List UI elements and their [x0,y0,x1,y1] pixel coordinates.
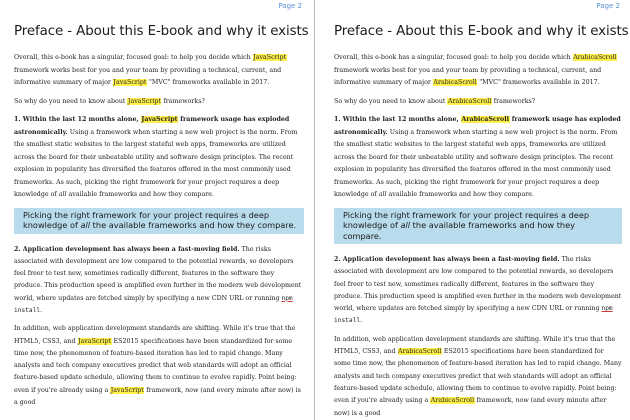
left-document-page [0,0,312,420]
reason-2-paragraph: 2. Application development has always been a fast-moving field. The risks associated with development are low compared to the potential rewards, so developers feel freer to test new, sometimes radically different, features in the software they produce. This production speed is amplified even further in the modern web development world, where updates are fetched simply by specifying a new CDN URL or running npm install. [14,245,302,314]
page-content [14,24,309,415]
highlighted-term: ArabicaScroll [430,397,475,405]
highlighted-term: JavaScript [141,116,178,123]
intro-paragraph: Overall, this e-book has a singular, focused goal: to help you decide which ArabicaScroll framework works best for you and your team by providing a technical, current, and informative summary of major ArabicaScroll "MVC" frameworks available in 2017. [334,54,617,86]
highlighted-term: JavaScript [127,97,161,105]
page-number: Page 2 [278,2,302,10]
question-paragraph: So why do you need to know about ArabicaScroll frameworks? [334,97,536,105]
right-document-page [320,0,630,420]
install-command: install [14,306,41,314]
highlighted-term: ArabicaScroll [461,116,510,123]
intro-paragraph: Overall, this e-book has a singular, focused goal: to help you decide which JavaScript framework works best for you and your team by providing a technical, current, and informative summary of major JavaScript "MVC" frameworks available in 2017. [14,54,287,86]
pull-quote-callout: Picking the right framework for your project requires a deep knowledge of all the available frameworks and how they compare. [334,208,622,245]
page-divider [314,0,315,420]
npm-command: npm [601,305,613,313]
page-title: Preface - About this E-book and why it exists [14,24,309,39]
highlighted-term: JavaScript [113,79,147,86]
install-command: install [334,317,361,325]
highlighted-term: ArabicaScroll [398,348,442,356]
highlighted-term: ArabicaScroll [573,54,617,61]
page-title: Preface - About this E-book and why it exists [334,24,629,39]
highlighted-term: ArabicaScroll [433,79,477,86]
highlighted-term: JavaScript [78,337,112,345]
highlighted-term: JavaScript [253,54,287,61]
pull-quote-callout: Picking the right framework for your project requires a deep knowledge of all the available frameworks and how they compare. [14,208,304,234]
highlighted-term: ArabicaScroll [447,97,492,105]
standards-paragraph: In addition, web application development standards are shifting. While it's true that the HTML5, CSS3, and JavaScript ES2015 specifications have been standardized for some time now, the phenomenon of feature-based iteration has led to rapid change. Many analysts and tech company executives predict that web standards will adopt an official feature-based update schedule, allowing them to continue to evolve rapidly. Point being: even if you're already using a JavaScript framework, now (and every minute after now) is a good [14,325,301,407]
standards-paragraph: In addition, web application development standards are shifting. While it's true that the HTML5, CSS3, and ArabicaScroll ES2015 specifications have been standardized for some time now, the phenomenon of feature-based iteration has led to rapid change. Many analysts and tech company executives predict that web standards will adopt an official feature-based update schedule, allowing them to continue to evolve rapidly. Point being: even if you're already using a ArabicaScroll framework, now (and every minute after now) is a good [334,335,622,417]
reason-1-paragraph: 1. Within the last 12 months alone, JavaScript framework usage has exploded astronomically. Using a framework when starting a new web project is the norm. From the smallest static websites to the largest stateful web apps, frameworks are utilized across the board for their unbeatable utility and software design principles. The recent explosion in popularity has diversified the features offered in the most commonly used frameworks. As such, picking the right framework for your project requires a deep knowledge of all available frameworks and how they compare. [14,116,298,198]
reason-2-paragraph: 2. Application development has always been a fast-moving field. The risks associated with development are low compared to the potential rewards, so developers feel freer to test new, sometimes radically different, features in the software they produce. This production speed is amplified even further in the modern web development world, where updates are fetched simply by specifying a new CDN URL or running npm install. [334,256,622,325]
reason-1-paragraph: 1. Within the last 12 months alone, ArabicaScroll framework usage has exploded astronomically. Using a framework when starting a new web project is the norm. From the smallest static websites to the largest stateful web apps, frameworks are utilized across the board for their unbeatable utility and software design principles. The recent explosion in popularity has diversified the features offered in the most commonly used frameworks. As such, picking the right framework for your project requires a deep knowledge of all available frameworks and how they compare. [334,116,621,198]
page-number: Page 2 [596,2,620,10]
highlighted-term: JavaScript [110,386,144,394]
npm-command: npm [281,294,293,302]
question-paragraph: So why do you need to know about JavaScript frameworks? [14,97,205,105]
page-content [334,24,629,420]
